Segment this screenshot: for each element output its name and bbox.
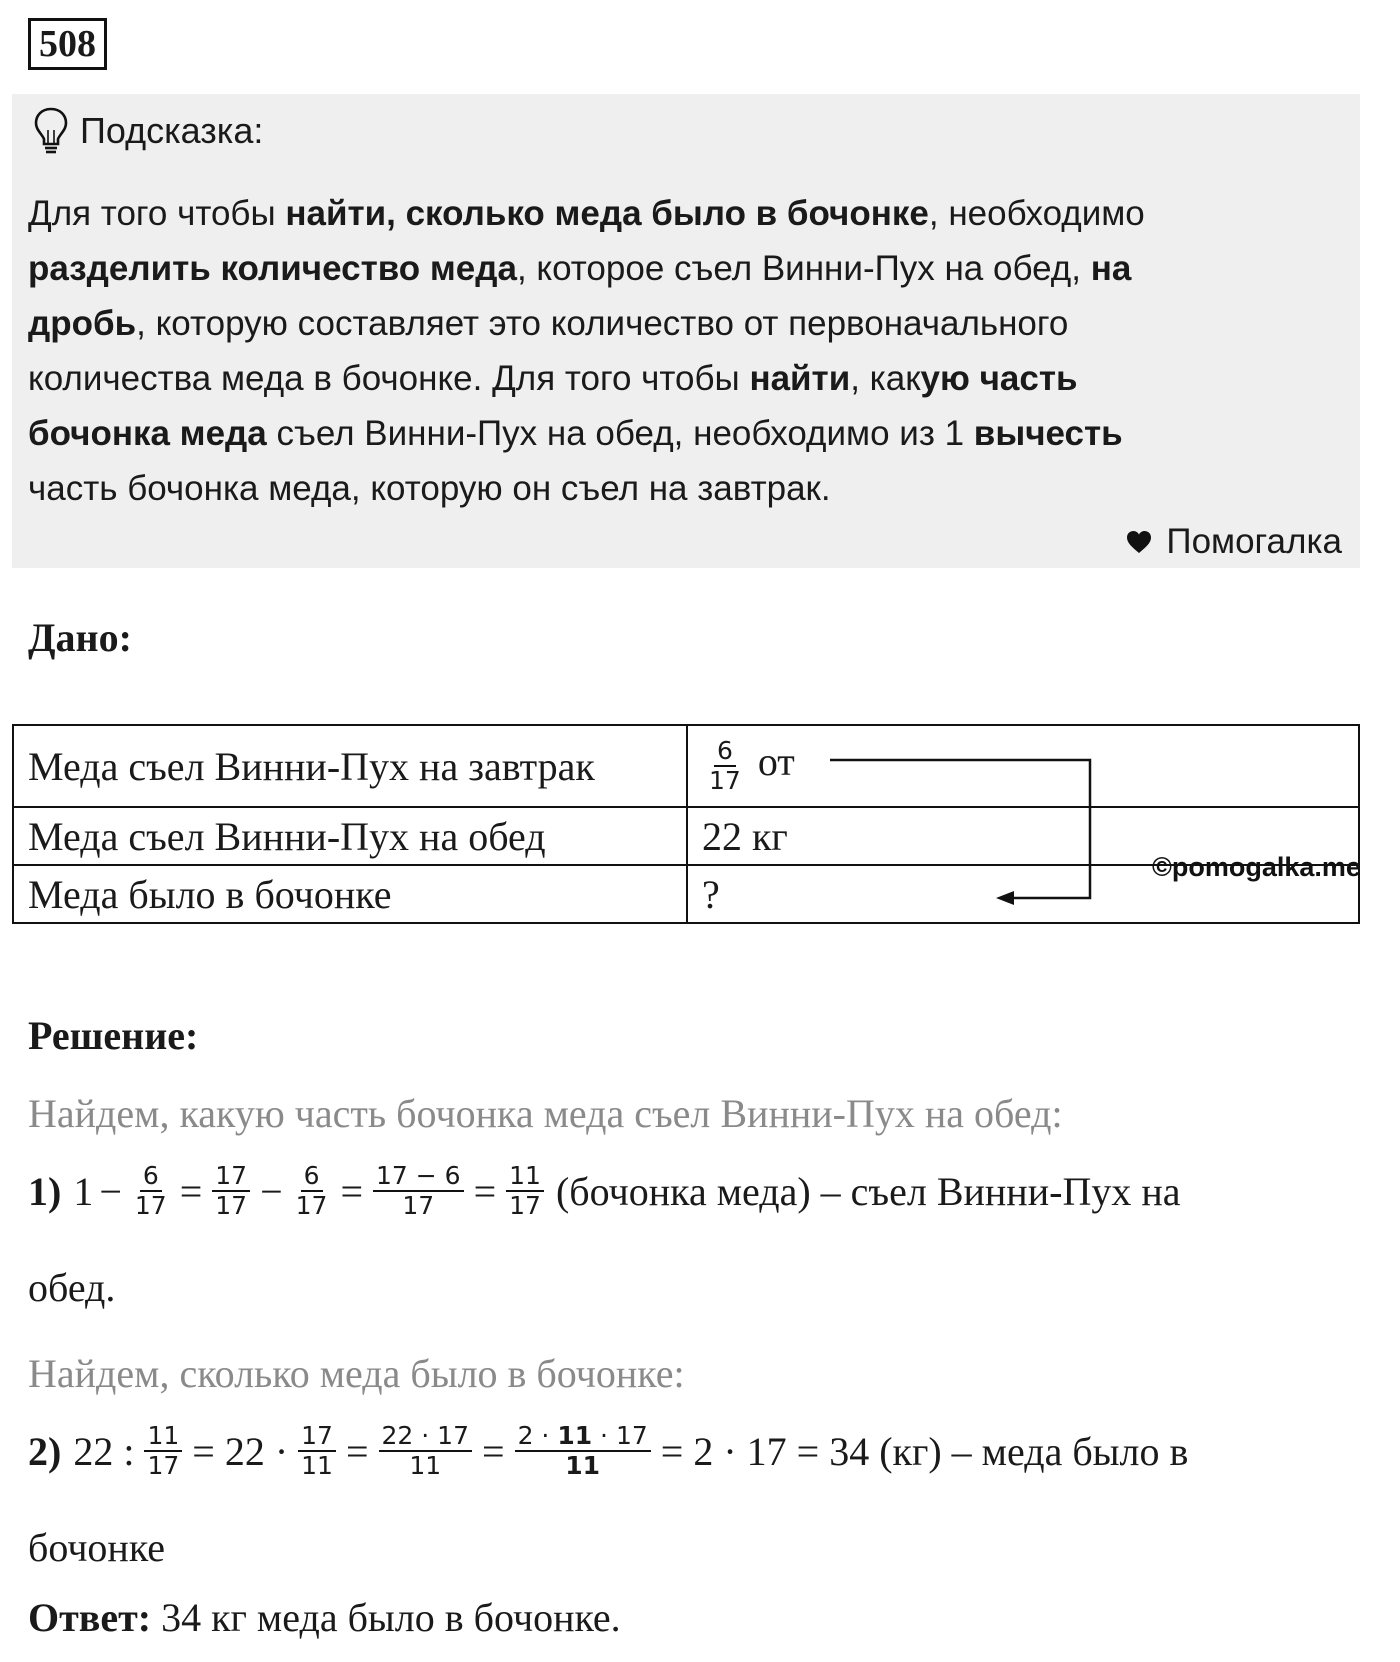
hint-line bbox=[28, 186, 1338, 241]
fraction-numerator bbox=[515, 1422, 651, 1452]
fraction bbox=[515, 1422, 651, 1480]
fraction-denominator: 17 bbox=[709, 766, 741, 795]
step1-tail: (бочонка меда) – съел Винни-Пух на bbox=[555, 1168, 1181, 1214]
fraction-denominator: 11 bbox=[301, 1451, 333, 1480]
step-label: 1) bbox=[28, 1168, 62, 1214]
hint-header bbox=[32, 106, 263, 156]
operator: = bbox=[482, 1428, 505, 1474]
hint-segment: часть бочонка меда, которую он съел на завтрак. bbox=[28, 469, 831, 508]
answer-text: 34 кг меда было в бочонке. bbox=[151, 1595, 621, 1640]
fraction bbox=[298, 1422, 336, 1480]
step2-tail2: бочонке bbox=[28, 1525, 166, 1570]
numerator-part: · 17 bbox=[592, 1421, 648, 1450]
step-label: 2) bbox=[28, 1428, 62, 1474]
hint-emphasis: найти bbox=[749, 359, 851, 398]
row-value: ? bbox=[687, 865, 1359, 923]
operator: = bbox=[340, 1168, 364, 1214]
row-value bbox=[687, 725, 1359, 807]
step1-equation bbox=[28, 1162, 1180, 1220]
operator: = bbox=[179, 1168, 203, 1214]
operator: − bbox=[260, 1168, 283, 1214]
hint-emphasis: бочонка меда bbox=[28, 414, 267, 453]
credit-label: Помогалка bbox=[1166, 522, 1342, 561]
lightbulb-icon bbox=[32, 106, 70, 156]
step2-equation bbox=[28, 1422, 1188, 1480]
solution-heading: Решение: bbox=[28, 1013, 199, 1058]
step2-tail: = 2 · 17 = 34 (кг) – меда было в bbox=[660, 1428, 1189, 1474]
hint-title: Подсказка: bbox=[80, 110, 264, 151]
row-value: 22 кг bbox=[687, 807, 1359, 865]
hint-text bbox=[28, 186, 1338, 516]
task-number: 508 bbox=[28, 18, 107, 70]
hint-segment: , как bbox=[850, 359, 921, 398]
hint-line bbox=[28, 351, 1338, 406]
hint-line bbox=[28, 241, 1338, 296]
hint-segment: , необходимо bbox=[928, 194, 1145, 233]
hint-emphasis: разделить количество меда bbox=[28, 249, 517, 288]
fraction-numerator: 6 bbox=[140, 1162, 162, 1192]
hint-line bbox=[28, 406, 1338, 461]
step2-intro: Найдем, сколько меда было в бочонке: bbox=[28, 1351, 685, 1396]
fraction-numerator: 17 − 6 bbox=[373, 1162, 464, 1192]
hint-emphasis: найти, сколько меда было в бочонке bbox=[285, 194, 929, 233]
hint-line bbox=[28, 461, 1338, 516]
fraction-numerator: 11 bbox=[506, 1162, 544, 1192]
fraction-denominator: 17 bbox=[509, 1191, 541, 1220]
fraction bbox=[293, 1162, 331, 1220]
operator: − bbox=[99, 1168, 122, 1214]
hint-segment: , которую составляет это количество от первоначального bbox=[136, 304, 1069, 343]
row-label: Меда было в бочонке bbox=[13, 865, 687, 923]
fraction-denominator: 11 bbox=[409, 1451, 442, 1480]
watermark: ©pomogalka.me bbox=[1152, 852, 1361, 882]
answer-label: Ответ: bbox=[28, 1595, 152, 1640]
fraction bbox=[132, 1162, 170, 1220]
number: 1 bbox=[73, 1168, 94, 1214]
hint-segment: , которое съел Винни-Пух на обед, bbox=[516, 249, 1091, 288]
fraction-denominator: 17 bbox=[134, 1191, 167, 1220]
credit bbox=[1126, 522, 1342, 562]
hint-emphasis: на bbox=[1090, 249, 1132, 288]
hint-segment: Для того чтобы bbox=[28, 194, 286, 233]
hint-segment: количества меда в бочонке. Для того чтобы bbox=[28, 359, 750, 398]
fraction-denominator: 11 bbox=[565, 1451, 601, 1480]
given-heading: Дано: bbox=[28, 615, 132, 660]
fraction bbox=[144, 1422, 182, 1480]
numerator-part: 2 · bbox=[517, 1421, 558, 1450]
hint-emphasis: вычесть bbox=[973, 414, 1123, 453]
fraction-numerator: 17 bbox=[212, 1162, 250, 1192]
fraction bbox=[706, 737, 744, 795]
fraction-numerator: 11 bbox=[144, 1422, 182, 1452]
fraction bbox=[379, 1422, 472, 1480]
table-row bbox=[13, 725, 1359, 807]
row-label: Меда съел Винни-Пух на обед bbox=[13, 807, 687, 865]
number: 22 : bbox=[73, 1428, 135, 1474]
fraction-denominator: 17 bbox=[147, 1451, 180, 1480]
step1-intro: Найдем, какую часть бочонка меда съел Винни-Пух на обед: bbox=[28, 1091, 1063, 1136]
fraction-denominator: 17 bbox=[402, 1191, 435, 1220]
fraction-numerator: 6 bbox=[714, 737, 736, 767]
value-text: от bbox=[757, 739, 795, 785]
fraction bbox=[373, 1162, 464, 1220]
cancelled-factor: 11 bbox=[557, 1421, 593, 1450]
hint-emphasis: ую часть bbox=[920, 359, 1078, 398]
given-table bbox=[12, 724, 1360, 924]
fraction-numerator: 22 · 17 bbox=[379, 1422, 472, 1452]
operator: = bbox=[345, 1428, 369, 1474]
hint-segment: съел Винни-Пух на обед, необходимо из 1 bbox=[266, 414, 974, 453]
operator: = 22 · bbox=[192, 1428, 289, 1474]
fraction-numerator: 6 bbox=[301, 1162, 323, 1192]
hint-box bbox=[12, 94, 1360, 568]
operator: = bbox=[473, 1168, 497, 1214]
fraction bbox=[506, 1162, 544, 1220]
hint-emphasis: дробь bbox=[28, 304, 137, 343]
row-label: Меда съел Винни-Пух на завтрак bbox=[13, 725, 687, 807]
fraction-numerator: 17 bbox=[298, 1422, 336, 1452]
heart-icon bbox=[1126, 530, 1152, 554]
step1-tail2: обед. bbox=[28, 1265, 116, 1310]
answer bbox=[28, 1590, 621, 1646]
hint-line bbox=[28, 296, 1338, 351]
fraction bbox=[212, 1162, 250, 1220]
fraction-denominator: 17 bbox=[215, 1191, 248, 1220]
fraction-denominator: 17 bbox=[295, 1191, 328, 1220]
